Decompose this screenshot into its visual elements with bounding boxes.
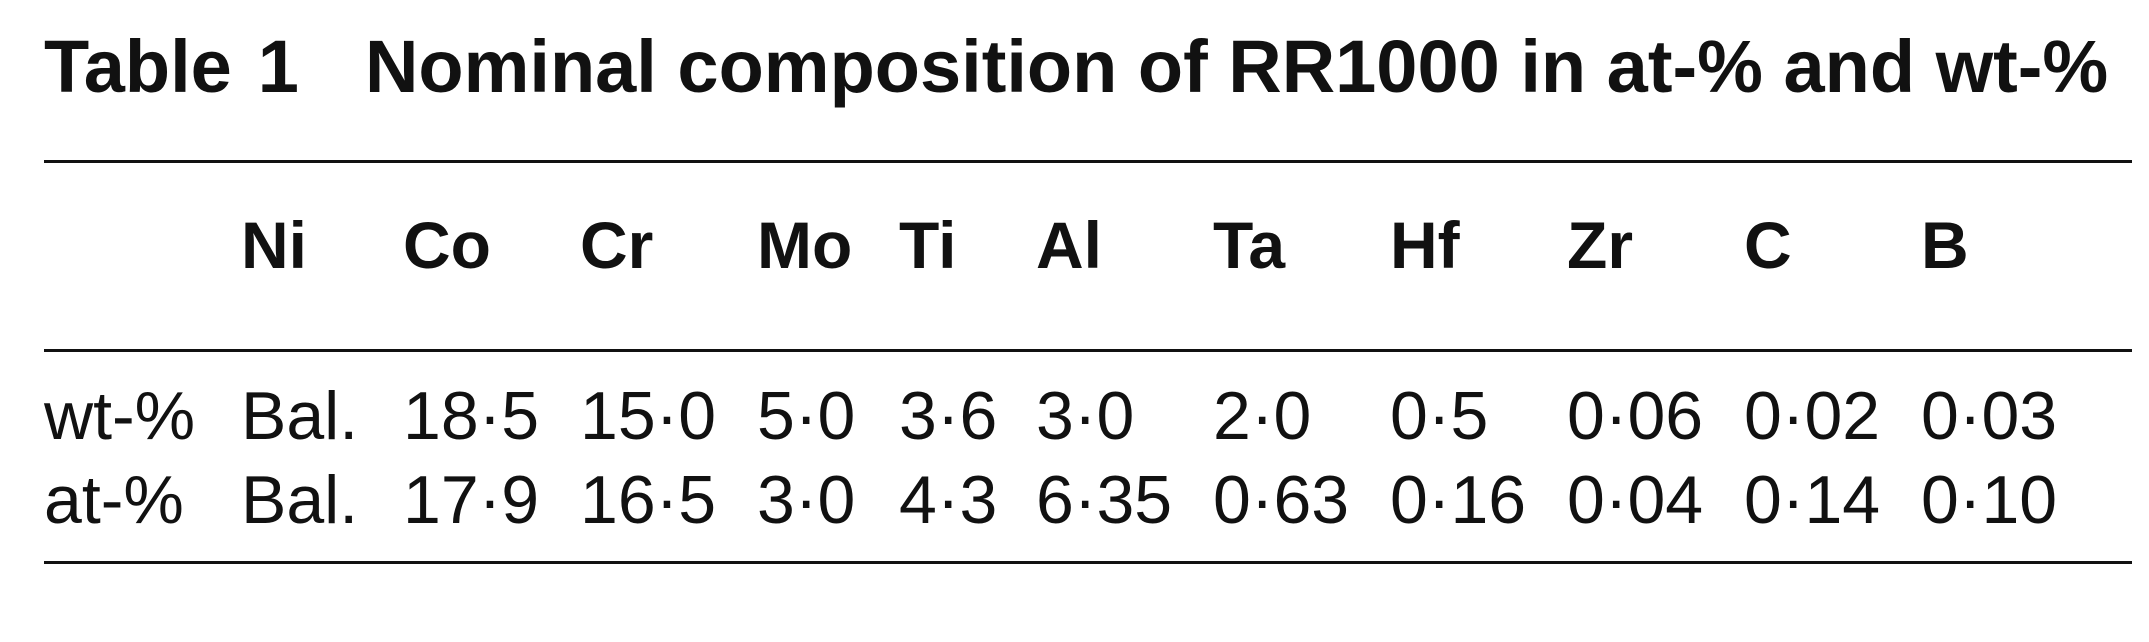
table-cell: 0·5: [1390, 378, 1489, 454]
column-header-zr: Zr: [1567, 208, 1633, 282]
row-label: at-%: [44, 462, 184, 538]
table-cell: 3·6: [899, 378, 998, 454]
table-cell: 2·0: [1213, 378, 1312, 454]
column-header-cr: Cr: [580, 208, 654, 282]
row-label: wt-%: [44, 378, 196, 454]
table-cell: Bal.: [241, 378, 359, 454]
column-header-ti: Ti: [899, 208, 957, 282]
table-cell: 3·0: [757, 462, 856, 538]
table-cell: 4·3: [899, 462, 998, 538]
table-title: Nominal composition of RR1000 in at-% and wt-%: [364, 25, 2109, 108]
column-header-co: Co: [403, 208, 491, 282]
table-cell: 0·03: [1921, 378, 2058, 454]
table-cell: 15·0: [580, 378, 717, 454]
table-cell: 0·63: [1213, 462, 1350, 538]
table-cell: 0·14: [1744, 462, 1881, 538]
column-header-al: Al: [1036, 208, 1102, 282]
table-label: Table: [44, 25, 232, 108]
column-header-ni: Ni: [241, 208, 307, 282]
table-number: 1: [257, 25, 299, 108]
table-cell: 0·02: [1744, 378, 1881, 454]
column-header-hf: Hf: [1390, 208, 1460, 282]
table-cell: 0·06: [1567, 378, 1704, 454]
table-cell: 6·35: [1036, 462, 1173, 538]
table-cell: 16·5: [580, 462, 717, 538]
table-cell: 18·5: [403, 378, 540, 454]
column-header-ta: Ta: [1213, 208, 1286, 282]
column-header-c: C: [1744, 208, 1792, 282]
column-header-b: B: [1921, 208, 1969, 282]
table-cell: 0·04: [1567, 462, 1704, 538]
table-cell: 0·10: [1921, 462, 2058, 538]
table-cell: Bal.: [241, 462, 359, 538]
table-cell: 17·9: [403, 462, 540, 538]
table-cell: 0·16: [1390, 462, 1527, 538]
column-header-mo: Mo: [757, 208, 853, 282]
table-cell: 5·0: [757, 378, 856, 454]
table-cell: 3·0: [1036, 378, 1135, 454]
